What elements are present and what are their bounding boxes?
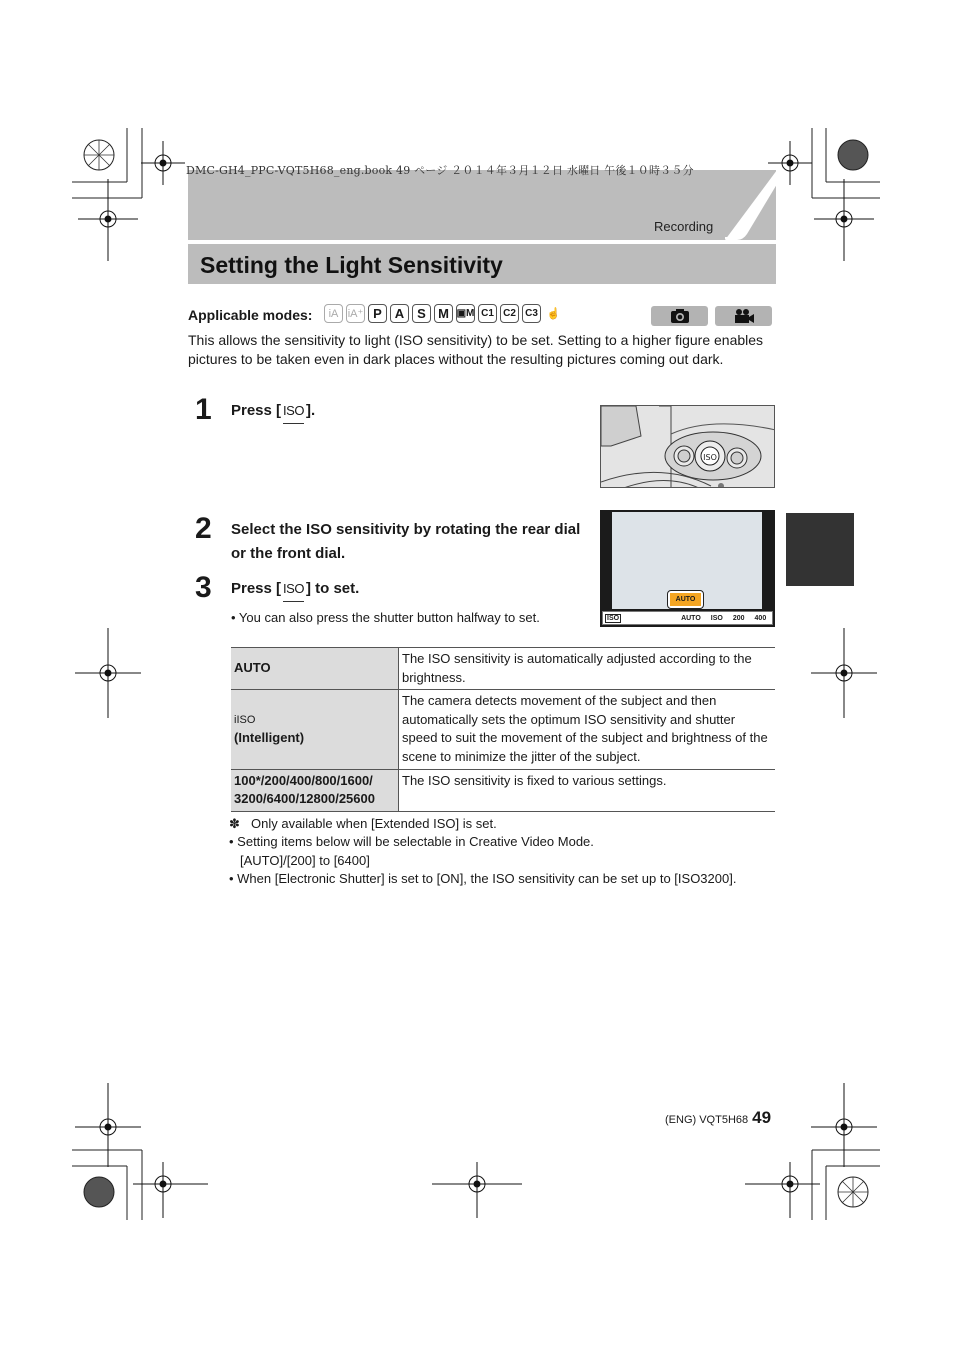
model-code: (ENG) VQT5H68 xyxy=(665,1114,749,1126)
step-2-text: Select the ISO sensitivity by rotating the rear dial or the front dial. xyxy=(231,521,581,562)
step-3-pre: Press [ xyxy=(231,580,282,597)
table-setting-cell: 100*/200/400/800/1600/ 3200/6400/12800/25600 xyxy=(231,769,399,811)
header-tab-shape xyxy=(725,170,777,240)
iso-auto-highlight: AUTO xyxy=(670,593,701,606)
step-1-pre: Press [ xyxy=(231,402,282,419)
creative-video-mode-icon: ▣M xyxy=(456,304,475,323)
custom-1-mode-icon: C1 xyxy=(478,304,497,323)
video-camera-icon xyxy=(733,308,755,324)
step-1-post: ]. xyxy=(305,402,316,419)
svg-text:ISO: ISO xyxy=(703,453,717,462)
intro-paragraph: This allows the sensitivity to light (ISO sensitivity) to be set. Setting to a higher figure enables pictures to be taken even in dark places without the resulting pictures coming out dark. xyxy=(188,332,764,367)
iso-button-icon: ISO xyxy=(283,399,304,424)
page-title: Setting the Light Sensitivity xyxy=(200,252,503,278)
iso-setting-bar xyxy=(602,611,773,625)
electronic-shutter-note: • When [Electronic Shutter] is set to [ON], the ISO sensitivity can be set up to [ISO3200]. xyxy=(229,871,737,886)
iso-bar-intelligent: ISO xyxy=(710,614,723,622)
camera-iso-button-photo xyxy=(600,405,775,488)
table-row xyxy=(231,648,775,690)
intelligent-auto-plus-mode-icon: iA⁺ xyxy=(346,304,365,323)
aperture-mode-icon: A xyxy=(390,304,409,323)
photo-mode-badge xyxy=(651,306,708,326)
program-mode-icon: P xyxy=(368,304,387,323)
step-2-number: 2 xyxy=(195,512,212,545)
book-file-line: DMC-GH4_PPC-VQT5H68_eng.book 49 ページ ２０１４年３月１２日 水曜日 午後１０時３５分 xyxy=(186,164,694,177)
page-footer xyxy=(665,1108,771,1128)
table-description-cell: The camera detects movement of the subject and then automatically sets the optimum ISO sensitivity and shutter speed to suit the movement of the subject and brightness of the scene to minimize the jitter of the subject. xyxy=(399,690,776,769)
chapter-side-tab xyxy=(786,513,854,586)
extended-iso-note: Only available when [Extended ISO] is set. xyxy=(251,816,497,831)
manual-mode-icon: M xyxy=(434,304,453,323)
creative-video-note: • Setting items below will be selectable in Creative Video Mode. xyxy=(229,834,594,849)
asterisk-mark: ✽ xyxy=(229,816,240,831)
step-3-number: 3 xyxy=(195,571,212,604)
camera-body-illustration xyxy=(601,406,775,488)
table-row xyxy=(231,690,775,769)
step-1-text xyxy=(231,399,315,424)
table-description-cell: The ISO sensitivity is fixed to various settings. xyxy=(399,769,776,811)
step-3-note: • You can also press the shutter button halfway to set. xyxy=(231,610,540,625)
intelligent-auto-mode-icon: iA xyxy=(324,304,343,323)
camera-icon xyxy=(670,308,690,324)
step-3-text xyxy=(231,577,359,602)
iso-bar-label: ISO xyxy=(607,614,620,622)
custom-2-mode-icon: C2 xyxy=(500,304,519,323)
shutter-mode-icon: S xyxy=(412,304,431,323)
section-label: Recording xyxy=(654,219,714,234)
video-mode-badge xyxy=(715,306,772,326)
iso-bar-400: 400 xyxy=(754,614,767,622)
table-setting-cell: AUTO xyxy=(231,648,399,690)
table-description-cell: The ISO sensitivity is automatically adjusted according to the brightness. xyxy=(399,648,776,690)
iso-settings-table xyxy=(231,647,775,812)
page-number: 49 xyxy=(752,1108,772,1127)
intelligent-label: (Intelligent) xyxy=(234,730,305,746)
step-3-post: ] to set. xyxy=(305,580,360,597)
scene-guide-mode-icon: ☝ xyxy=(544,304,563,323)
table-setting-cell xyxy=(231,690,399,769)
intelligent-iso-icon: iISO xyxy=(234,713,256,726)
table-row xyxy=(231,769,775,811)
creative-video-range: [AUTO]/[200] to [6400] xyxy=(240,853,370,868)
applicable-modes-label: Applicable modes: xyxy=(188,307,313,323)
mode-icons xyxy=(324,304,563,323)
iso-selection-frame xyxy=(667,590,704,609)
iso-button-icon: ISO xyxy=(283,577,304,602)
custom-3-mode-icon: C3 xyxy=(522,304,541,323)
iso-bar-200: 200 xyxy=(732,614,745,622)
step-1-number: 1 xyxy=(195,393,212,426)
iso-bar-auto: AUTO xyxy=(681,614,701,622)
